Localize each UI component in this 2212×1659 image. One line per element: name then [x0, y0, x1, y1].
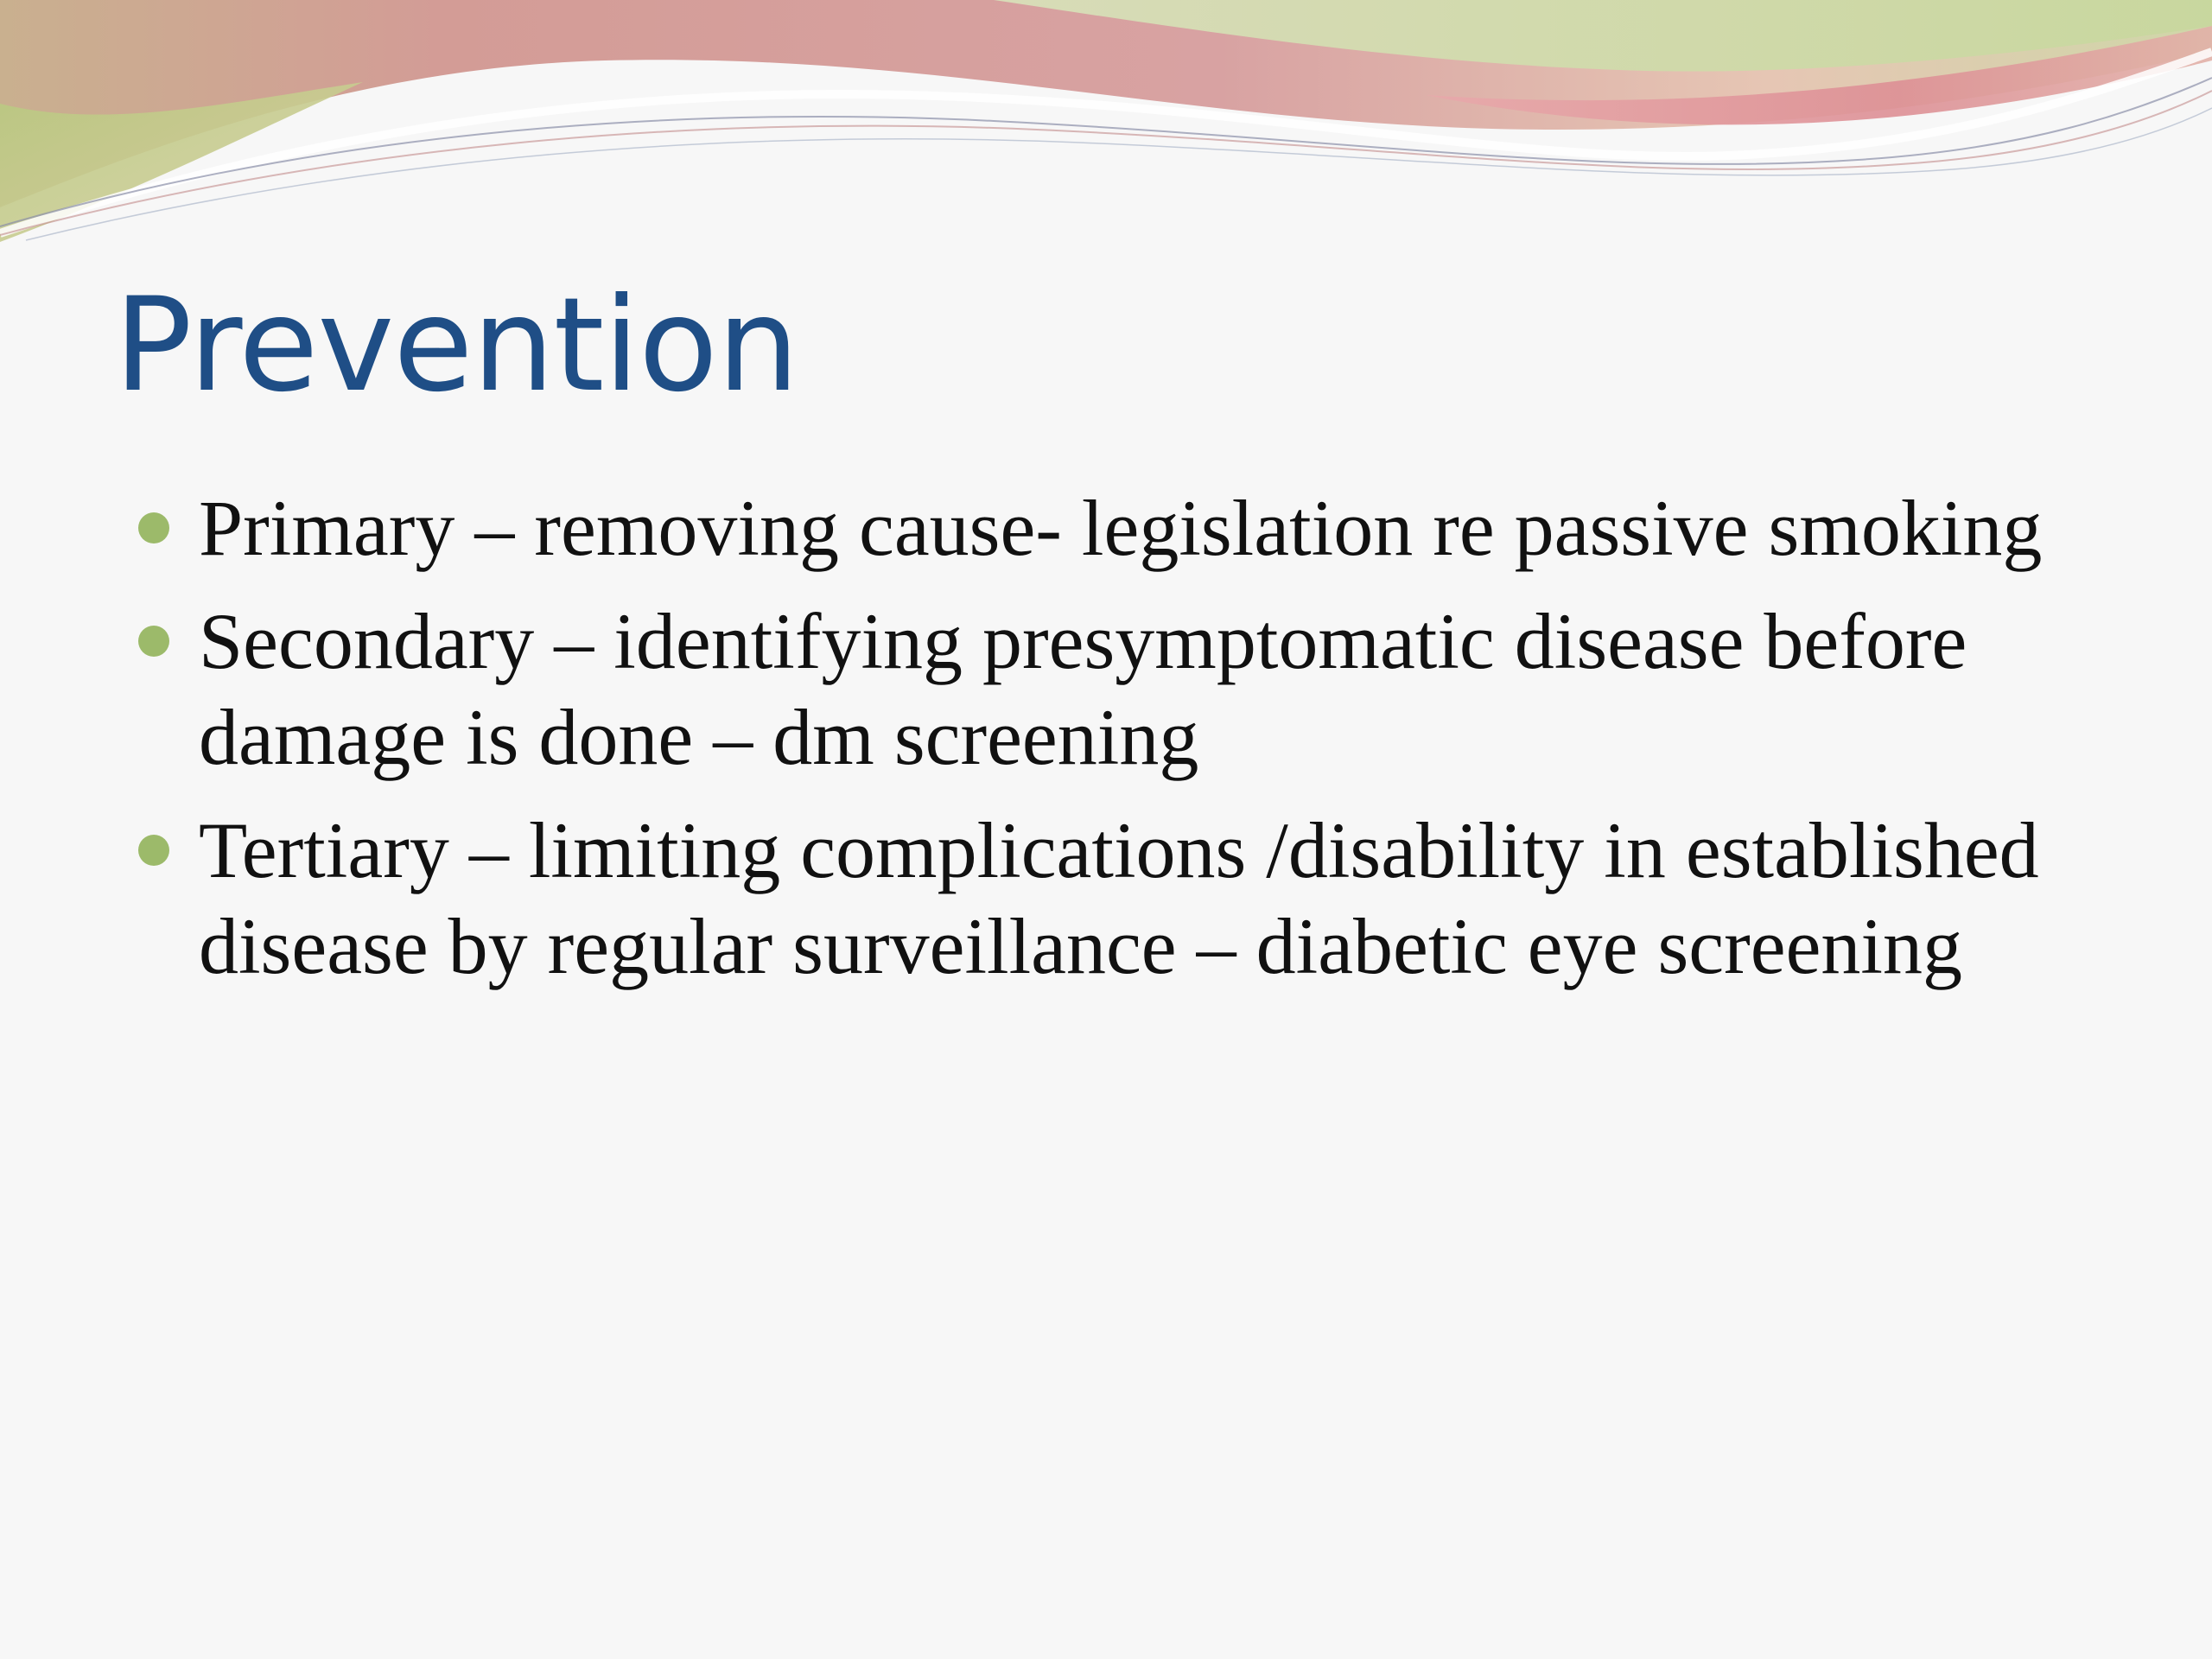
bullet-text: Tertiary – limiting complications /disability in established disease by regular surveillance – diabetic eye screening	[199, 806, 2039, 990]
bullet-text: Secondary – identifying presymptomatic disease before damage is done – dm screening	[199, 597, 1967, 781]
bullet-item-secondary	[138, 594, 2074, 785]
bullet-dot-icon	[138, 626, 169, 657]
slide-title: Prevention	[114, 270, 798, 421]
bullet-item-primary	[138, 480, 2074, 576]
decorative-header-wave	[0, 0, 2212, 259]
bullet-dot-icon	[138, 512, 169, 543]
bullet-item-tertiary	[138, 803, 2074, 995]
bullet-dot-icon	[138, 835, 169, 866]
bullet-text: Primary – removing cause- legislation re passive smoking	[199, 484, 2043, 572]
bullet-list	[138, 480, 2074, 1012]
